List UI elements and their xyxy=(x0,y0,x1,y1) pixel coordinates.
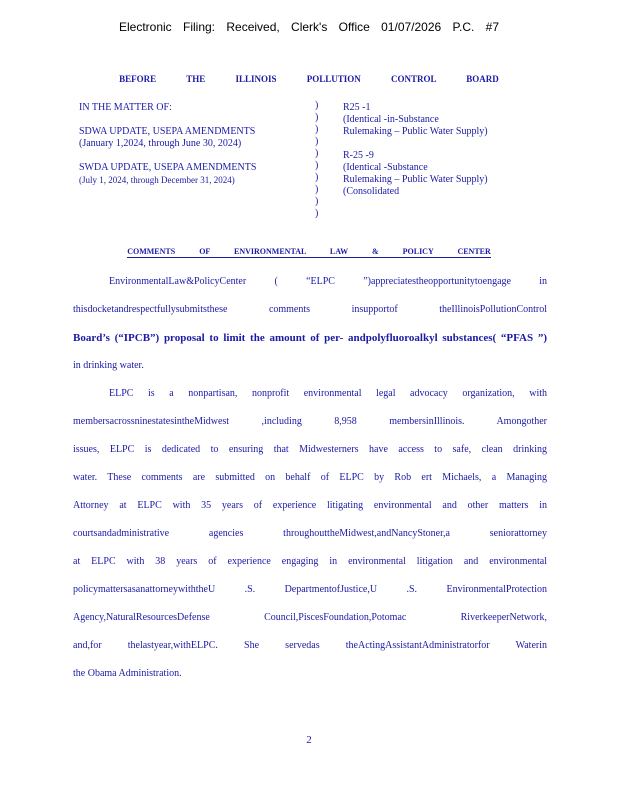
body-line: courtsandadministrative agencies throughouttheMidwest,andNancyStoner,a seniorattorney xyxy=(73,528,547,539)
caption-line: SWDA UPDATE, USEPA AMENDMENTS xyxy=(79,162,257,173)
body-line: thisdocketandrespectfullysubmitsthese comments insupportof theIllinoisPollutionControl xyxy=(73,304,547,315)
caption-line: (July 1, 2024, through December 31, 2024) xyxy=(79,175,235,185)
body-line: water. These comments are submitted on behalf of ELPC by Rob ert Michaels, a Managing xyxy=(73,472,547,483)
caption-line: R25 -1 xyxy=(343,102,371,113)
paren: ) xyxy=(315,148,319,159)
caption-line: (Identical -in-Substance xyxy=(343,114,439,125)
body-line: ELPC is a nonpartisan, nonprofit environmental legal advocacy organization, with xyxy=(109,388,547,399)
body-line: issues, ELPC is dedicated to ensuring that Midwesterners have access to safe, clean drinking xyxy=(73,444,547,455)
paren: ) xyxy=(315,160,319,171)
docket-r25-1 xyxy=(343,102,563,138)
caption-matter xyxy=(79,102,314,114)
caption-sdwa-2024-h2 xyxy=(79,162,314,186)
caption-line: (January 1,2024, through June 30, 2024) xyxy=(79,138,242,149)
caption-line: Rulemaking – Public Water Supply) xyxy=(343,126,488,137)
docket-r25-9 xyxy=(343,150,563,198)
body-line: membersacrossninestatesintheMidwest ,including 8,958 membersinIllinois. Amongother xyxy=(73,416,547,427)
caption-parentheses xyxy=(315,100,325,220)
paren: ) xyxy=(315,184,319,195)
body-line: at ELPC with 38 years of experience engaging in environmental litigation and environmental xyxy=(73,556,547,567)
caption-sdwa-2024-h1 xyxy=(79,126,314,150)
caption-line: SDWA UPDATE, USEPA AMENDMENTS xyxy=(79,126,256,137)
paren: ) xyxy=(315,124,319,135)
page-number: 2 xyxy=(306,734,312,746)
paren: ) xyxy=(315,100,319,111)
body-line: in drinking water. xyxy=(73,360,144,371)
caption-line: (Consolidated xyxy=(343,186,400,197)
caption-line: (Identical -Substance xyxy=(343,162,428,173)
paren: ) xyxy=(315,112,319,123)
caption-right xyxy=(343,102,563,210)
document-body xyxy=(73,268,547,688)
body-line: policymattersasanattorneywiththeU .S. DepartmentofJustice,U .S. EnvironmentalProtection xyxy=(73,584,547,595)
body-line: the Obama Administration. xyxy=(73,668,182,679)
caption-line: R-25 -9 xyxy=(343,150,374,161)
paren: ) xyxy=(315,196,319,207)
caption-line: IN THE MATTER OF: xyxy=(79,102,172,113)
body-line: Board’s (“IPCB”) proposal to limit the amount of per- andpolyfluoroalkyl substances( “PFAS ”) xyxy=(73,332,547,344)
caption-line: Rulemaking – Public Water Supply) xyxy=(343,174,488,185)
section-title xyxy=(0,247,618,256)
paren: ) xyxy=(315,136,319,147)
body-line: and,for thelastyear,withELPC. She servedas theActingAssistantAdministratorfor Waterin xyxy=(73,640,547,651)
filing-stamp-header: Electronic Filing: Received, Clerk's Office 01/07/2026 P.C. #7 xyxy=(118,20,499,34)
caption-left xyxy=(79,102,314,198)
section-title-text: COMMENTS OF ENVIRONMENTAL LAW & POLICY CENTER xyxy=(127,247,491,256)
body-line: Attorney at ELPC with 35 years of experience litigating environmental and other matters in xyxy=(73,500,547,511)
body-line: EnvironmentalLaw&PolicyCenter ( “ELPC ”)appreciatestheopportunitytoengage in xyxy=(109,276,547,287)
paren: ) xyxy=(315,208,319,219)
paren: ) xyxy=(315,172,319,183)
body-line: Agency,NaturalResourcesDefense Council,PiscesFoundation,Potomac RiverkeeperNetwork, xyxy=(73,612,547,623)
court-name: BEFORE THE ILLINOIS POLLUTION CONTROL BOARD xyxy=(119,74,499,84)
